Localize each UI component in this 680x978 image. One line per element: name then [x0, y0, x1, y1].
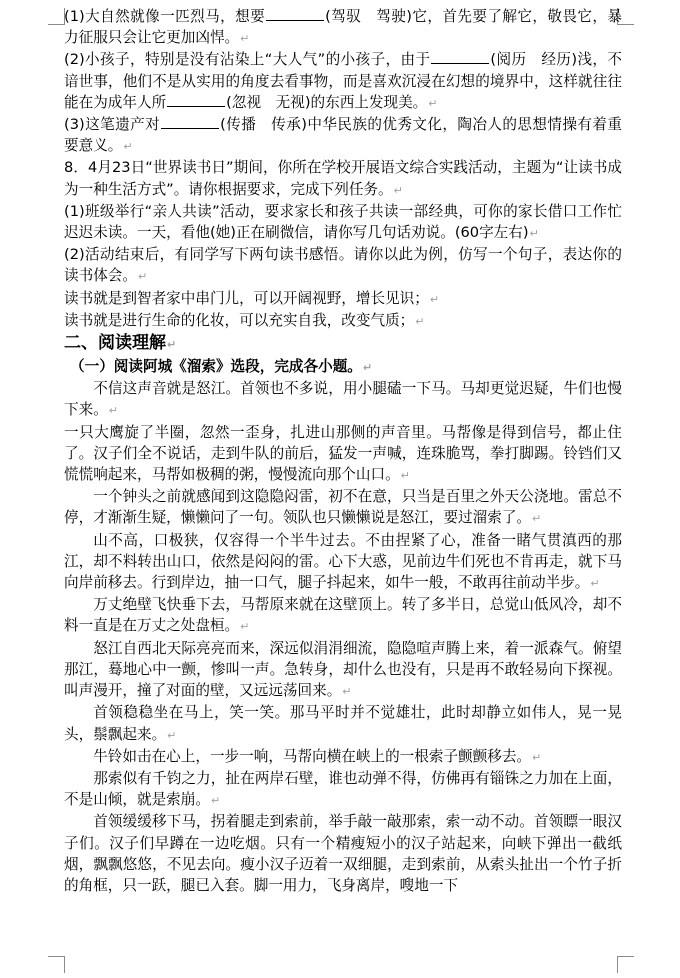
paragraph-mark: ↵: [393, 183, 403, 197]
question-1: (1)大自然就像一匹烈马，想要 (驾驭 驾驶)它，首先要了解它，敬畏它，暴力征服只会让它更加凶悍。↵: [64, 8, 622, 47]
question-3: (3)这笔遗产对 (传播 传承)中华民族的优秀文化，陶冶人的思想情操有着重要意义。↵: [64, 116, 622, 155]
paragraph-mark: ↵: [167, 728, 177, 742]
crop-mark-top-left: [48, 8, 65, 25]
passage-paragraph: 一个钟头之前就感闻到这隐隐闷雷，初不在意，只当是百里之外天公浇地。雷总不停，才渐渐生疑，懒懒问了一句。领队也只懒懒说是怒江，要过溜索了。↵: [64, 488, 622, 527]
passage-paragraph: 牛铃如击在心上，一步一响，马帮向横在峡上的一根索子颤颤移去。↵: [93, 747, 542, 765]
paragraph-mark: ↵: [108, 404, 119, 418]
question-8: 8．4月23日“世界读书日”期间，你所在学校开展语文综合实践活动，主题为“让读书成为一种生活方式”。请你根据要求，完成下列任务。↵: [64, 159, 622, 198]
paragraph-mark: ↵: [137, 270, 148, 284]
paragraph-mark: ↵: [210, 794, 221, 808]
question-2: (2)小孩子，特别是没有沾染上“大人气”的小孩子，由于 (阅历 经历)浅，不谙世事，他们不是从实用的角度去看事物，而是喜欢沉浸在幻想的境界中，这样就往往能在为成年人所 (忽视 无视)的东西上发现美。↵: [64, 51, 623, 111]
paragraph-mark: ↵: [167, 338, 177, 352]
section-heading: 二、阅读理解↵: [64, 333, 177, 354]
paragraph-mark: ↵: [240, 620, 250, 634]
passage-paragraph: 不信这声音就是怒江。首领也不多说，用小腿磕一下马。马却更觉迟疑，牛们也慢下来。↵: [64, 380, 622, 419]
document-body: [64, 6, 622, 896]
passage-paragraph: 首领稳稳坐在马上，笑一笑。那马平时并不觉雄壮，此时却静立如伟人，晃一晃头，鬃飘起来。↵: [64, 704, 622, 743]
example-sentence-2: 读书就是进行生命的化妆，可以充实自我，改变气质；↵: [64, 311, 425, 329]
paragraph-mark: ↵: [400, 469, 410, 483]
passage-paragraph: 首领缓缓移下马，拐着腿走到索前，举手敲一敲那索，索一动不动。首领瞟一眼汉子们。汉子们早蹲在一边吃烟。只有一个精瘦短小的汉子站起来，向峡下弹出一截纸烟，飘飘悠悠，不见去向。瘦小汉子迈着一双细腿，走到索前，从索头扯出一个竹子折的角框，只一跃，腿已入套。脚一用力，飞身离岸，嗖地一下: [64, 813, 622, 894]
question-8-1: (1)班级举行“亲人共读”活动，要求家长和孩子共读一部经典，可你的家长借口工作忙迟迟未读。一天，看他(她)正在刷微信，请你写几句话劝说。(60字左右)↵: [64, 202, 622, 242]
passage-paragraph: 那索似有千钧之力，扯在两岸石壁，谁也动弹不得，仿佛再有锱铢之力加在上面，不是山倾，就是索崩。↵: [64, 769, 622, 809]
paragraph-mark: ↵: [342, 685, 352, 699]
answer-blank-3[interactable]: [167, 92, 225, 107]
answer-blank-1[interactable]: [266, 6, 324, 21]
paragraph-mark: ↵: [123, 140, 133, 154]
paragraph-mark: ↵: [362, 361, 373, 375]
example-sentence-1: 读书就是到智者家中串门儿，可以开阔视野，增长见识；↵: [64, 289, 440, 307]
subsection-heading: （一）阅读阿城《溜索》选段，完成各小题。↵: [70, 358, 373, 376]
paragraph-mark: ↵: [428, 96, 438, 110]
paragraph-mark: ↵: [532, 750, 542, 764]
answer-blank-2[interactable]: [431, 49, 489, 64]
paragraph-mark: ↵: [415, 314, 425, 328]
crop-mark-bottom-right: [617, 956, 634, 973]
paragraph-mark: ↵: [529, 227, 539, 241]
crop-mark-bottom-left: [48, 956, 65, 973]
paragraph-mark: ↵: [429, 292, 440, 306]
passage-paragraph: 怒江自西北天际亮亮而来，深远似涓涓细流，隐隐喧声腾上来，着一派森气。俯望那江，蓦地心中一颤，惨叫一声。急转身，却什么也没有，只是再不敢轻易向下探视。叫声漫开，撞了对面的壁，又远远荡回来。↵: [64, 639, 622, 700]
paragraph-mark: ↵: [590, 577, 600, 591]
paragraph-mark: ↵: [532, 512, 542, 526]
passage-paragraph: 山不高，口极狭，仅容得一个半牛过去。不由捏紧了心，准备一睹气贯滇西的那江，却不料转出山口，依然是闷闷的雷。心下大惑，见前边牛们死也不肯再走，就下马向岸前移去。行到岸边，抽一口气，腿子抖起来，如牛一般，不敢再往前动半步。↵: [64, 531, 622, 592]
paragraph-mark: ↵: [240, 32, 250, 46]
passage-paragraph: 一只大鹰旋了半圈，忽然一歪身，扎进山那侧的声音里。马帮像是得到信号，都止住了。汉子们全不说话，走到牛队的前后，猛发一声喊，连珠脆骂，拳打脚踢。铃铛们又慌慌响起来，马帮如极稠的粥，慢慢流向那个山口。↵: [64, 423, 622, 484]
answer-blank-4[interactable]: [161, 114, 219, 129]
question-8-2: (2)活动结束后，有同学写下两句读书感悟。请你以此为例，仿写一个句子，表达你的读书体会。↵: [64, 246, 622, 285]
passage-paragraph: 万丈绝壁飞快垂下去，马帮原来就在这壁顶上。转了多半日，总觉山低风冷，却不料一直是在万丈之处盘桓。↵: [64, 596, 622, 635]
